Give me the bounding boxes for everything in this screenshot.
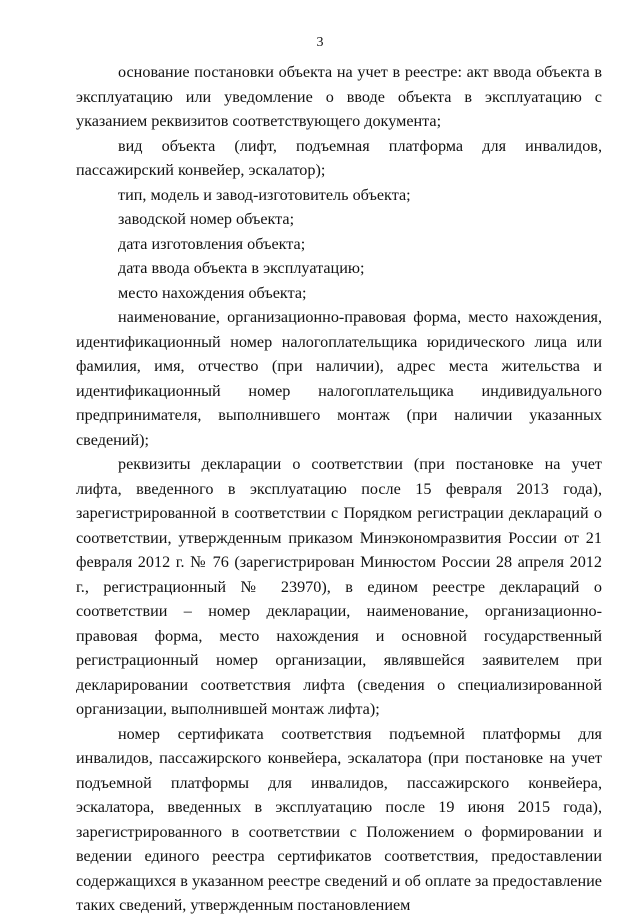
paragraph-registration-basis: основание постановки объекта на учет в реестре: акт ввода объекта в эксплуатацию или уведомление о вводе объекта в эксплуатацию с указанием реквизитов соответствующего документа; — [76, 63, 602, 130]
paragraph-declaration-details: реквизиты декларации о соответствии (при постановке на учет лифта, введенного в эксплуатацию после 15 февраля 2013 года), зарегистрированной в соответствии с Порядком регистрации деклараций о соответствии, утвержденным приказом Минэкономразвития России от 21 февраля 2012 г. № 76 (зарегистрирован Минюстом России 28 апреля 2012 г., регистрационный № 23970), в едином реестре деклараций о соответствии – номер декларации, наименование, организационно-правовая форма, место нахождения и основной государственный регистрационный номер организации, являвшейся заявителем при декларировании соответствия лифта (сведения о специализированной организации, выполнившей монтаж лифта); — [76, 455, 602, 718]
paragraph-model-manufacturer: тип, модель и завод-изготовитель объекта; — [118, 185, 411, 204]
paragraph-manufacture-date: дата изготовления объекта; — [118, 234, 306, 253]
paragraph-object-type: вид объекта (лифт, подъемная платформа для инвалидов, пассажирский конвейер, эскалатор); — [76, 136, 602, 179]
paragraph-installer-details: наименование, организационно-правовая форма, место нахождения, идентификационный номер налогоплательщика юридического лица или фамилия, имя, отчество (при наличии), адрес места жительства и идентификационный номер налогоплательщика индивидуального предпринимателя, выполнившего монтаж (при наличии указанных сведений); — [76, 308, 602, 449]
paragraph-certificate-number: номер сертификата соответствия подъемной платформы для инвалидов, пассажирского конвейера, эскалатора (при постановке на учет подъемной платформы для инвалидов, пассажирского конвейера, эскалатора, введенных в эксплуатацию после 19 июня 2015 года), зарегистрированного в соответствии с Положением о формировании и ведении единого реестра сертификатов соответствия, предоставлении содержащихся в указанном реестре сведений и об оплате за предоставление таких сведений, утвержденным постановлением — [76, 724, 602, 914]
page-number: 3 — [316, 35, 324, 50]
document-body — [76, 60, 602, 918]
paragraph-commissioning-date: дата ввода объекта в эксплуатацию; — [118, 259, 365, 277]
paragraph-object-location: место нахождения объекта; — [118, 283, 307, 302]
paragraph-serial-number: заводской номер объекта; — [118, 210, 295, 228]
